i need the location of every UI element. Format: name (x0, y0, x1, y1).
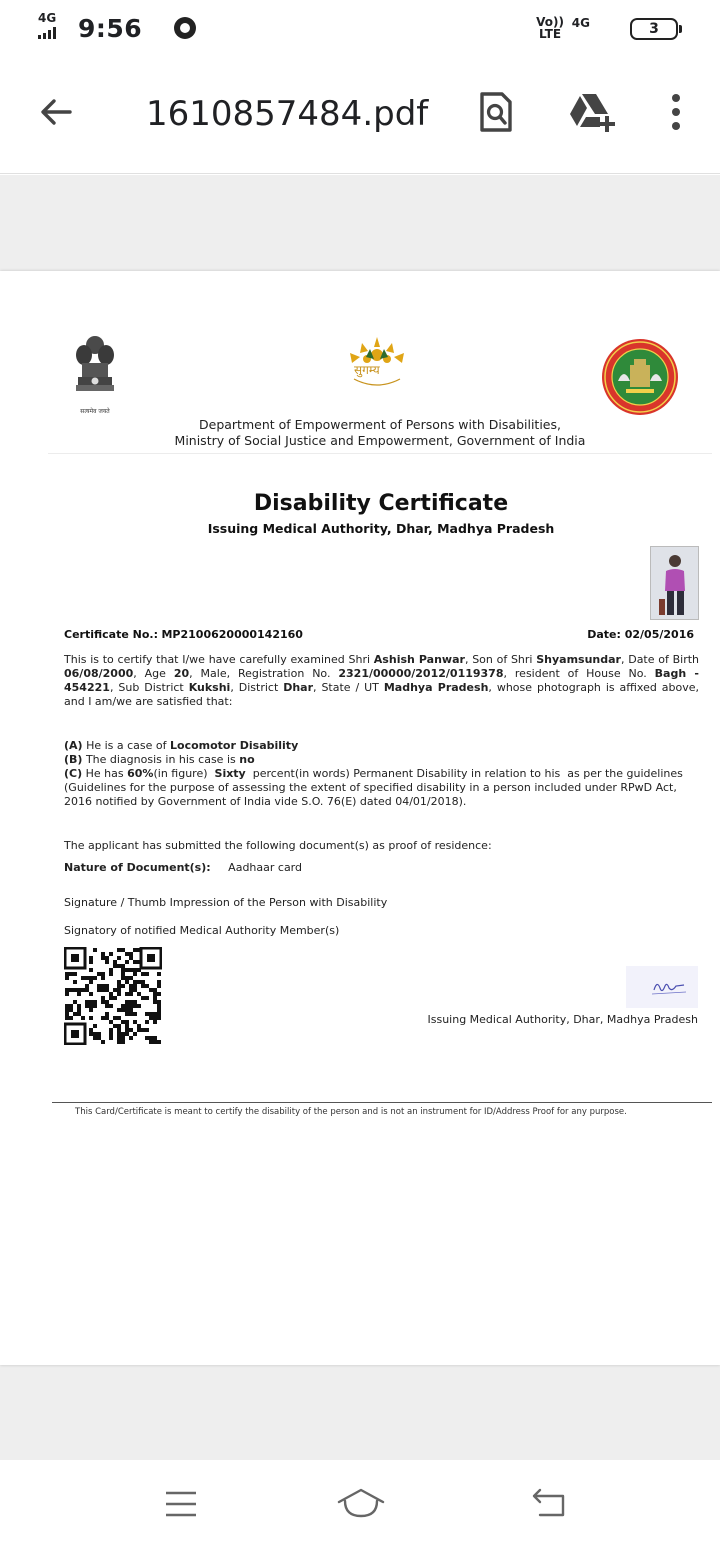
header-divider (48, 453, 712, 454)
qr-module (141, 972, 145, 976)
qr-module (121, 1040, 125, 1044)
authority-signatory-label: Signatory of notified Medical Authority Member(s) (64, 924, 340, 937)
network-type: 4G (38, 11, 57, 25)
qr-module (129, 1008, 133, 1012)
home-icon (336, 1486, 386, 1520)
qr-module (129, 992, 133, 996)
find-in-document-button[interactable] (476, 90, 516, 134)
qr-module (109, 952, 113, 956)
qr-module (125, 952, 129, 956)
qr-module (121, 1020, 125, 1024)
qr-module (65, 1016, 69, 1020)
qr-module (69, 1004, 73, 1008)
qr-module (125, 1004, 129, 1008)
finding-text: (in figure) (153, 767, 215, 780)
para-text: , resident of House No. (503, 667, 655, 680)
qr-module (137, 948, 141, 952)
qr-module (137, 992, 141, 996)
qr-module (77, 1012, 81, 1016)
qr-module (73, 988, 77, 992)
qr-module (73, 1000, 77, 1004)
qr-module (69, 1008, 73, 1012)
qr-module (109, 992, 113, 996)
person-photo-icon (651, 547, 699, 620)
qr-module (109, 1028, 113, 1032)
qr-module (133, 1012, 137, 1016)
document-title: 1610857484.pdf (146, 94, 429, 134)
qr-module (157, 992, 161, 996)
qr-module (93, 1004, 97, 1008)
disclaimer-text: This Card/Certificate is meant to certify the disability of the person and is not an instrument for ID/Address Proof for any purpose. (75, 1107, 627, 1117)
footer-divider (52, 1102, 712, 1103)
qr-module (65, 972, 69, 976)
qr-code (64, 947, 162, 1045)
qr-module (73, 972, 77, 976)
qr-module (109, 1036, 113, 1040)
qr-module (97, 1036, 101, 1040)
para-text: , Male, Registration No. (189, 667, 339, 680)
qr-module (89, 960, 93, 964)
qr-module (125, 1028, 129, 1032)
qr-module (69, 1016, 73, 1020)
qr-module (101, 984, 105, 988)
age: 20 (173, 667, 190, 680)
qr-module (145, 984, 149, 988)
qr-module (93, 948, 97, 952)
recent-apps-button[interactable] (164, 1490, 198, 1518)
doc-nature-value: Aadhaar card (228, 861, 302, 874)
qr-module (89, 976, 93, 980)
qr-module (137, 1024, 141, 1028)
network-type-right: 4G (571, 16, 590, 30)
qr-module (133, 980, 137, 984)
qr-module (117, 1032, 121, 1036)
qr-module (121, 972, 125, 976)
add-to-drive-button[interactable] (566, 90, 618, 134)
qr-module (125, 1012, 129, 1016)
qr-module (129, 1012, 133, 1016)
finding-b (64, 753, 699, 767)
qr-module (137, 980, 141, 984)
qr-module (81, 988, 85, 992)
qr-module (133, 968, 137, 972)
qr-module (137, 960, 141, 964)
qr-module (105, 984, 109, 988)
more-vertical-icon (664, 90, 688, 134)
qr-module (133, 984, 137, 988)
authority-signature-image (626, 966, 698, 1008)
qr-module (77, 988, 81, 992)
finding-label: (B) (64, 753, 83, 766)
qr-module (101, 952, 105, 956)
disability-percent: 60% (127, 767, 154, 780)
qr-module (89, 1028, 93, 1032)
qr-module (89, 956, 93, 960)
certificate-number (64, 628, 303, 641)
qr-module (105, 1012, 109, 1016)
lte-label: LTE (539, 27, 562, 41)
system-navigation-bar (0, 1460, 720, 1544)
qr-module (141, 984, 145, 988)
qr-module (93, 1036, 97, 1040)
qr-module (77, 1008, 81, 1012)
qr-module (93, 1032, 97, 1036)
certificate-subtitle: Issuing Medical Authority, Dhar, Madhya Pradesh (207, 521, 555, 536)
qr-module (101, 1000, 105, 1004)
qr-module (85, 1004, 89, 1008)
guidelines-note: (Guidelines for the purpose of assessing the extent of specified disability in a person included under RPwD Act, 2016 notified by Government of India vide S.O. 76(E) dated 04/01/2018). (64, 781, 677, 808)
disability-percent-words: Sixty (214, 767, 246, 780)
qr-module (113, 988, 117, 992)
qr-module (97, 1032, 101, 1036)
qr-module (129, 968, 133, 972)
applicant-name: Ashish Panwar (373, 653, 465, 666)
qr-module (121, 1004, 125, 1008)
signature-icon (626, 966, 698, 1008)
para-text: , Age (133, 667, 174, 680)
qr-module (113, 1016, 117, 1020)
department-line-2: Ministry of Social Justice and Empowerment, Government of India (174, 433, 586, 448)
qr-module (121, 968, 125, 972)
qr-module (129, 988, 133, 992)
qr-module (105, 956, 109, 960)
qr-module (149, 1036, 153, 1040)
qr-module (117, 992, 121, 996)
person-signature-label: Signature / Thumb Impression of the Person with Disability (64, 896, 388, 909)
qr-module (113, 960, 117, 964)
finding-a (64, 739, 699, 753)
sub-district: Kukshi (188, 681, 231, 694)
qr-module (113, 964, 117, 968)
qr-module (129, 976, 133, 980)
document-search-icon (476, 90, 516, 134)
certificate-date (587, 628, 694, 641)
qr-module (129, 984, 133, 988)
qr-module (117, 1036, 121, 1040)
qr-module (157, 972, 161, 976)
cert-no-value: MP2100620000142160 (161, 628, 303, 641)
qr-module (121, 948, 125, 952)
qr-module (109, 968, 113, 972)
qr-module (133, 1032, 137, 1036)
battery-icon: 3 (630, 18, 678, 40)
qr-module (149, 1040, 153, 1044)
system-back-button[interactable] (530, 1488, 568, 1518)
madhya-pradesh-seal (600, 337, 680, 417)
disability-type: Locomotor Disability (170, 739, 299, 752)
qr-module (121, 1008, 125, 1012)
qr-module (125, 1000, 129, 1004)
qr-module (89, 1000, 93, 1004)
emblem-caption: सत्यमेव जयते (80, 408, 110, 415)
qr-module (109, 1020, 113, 1024)
qr-module (93, 1000, 97, 1004)
qr-module (105, 1016, 109, 1020)
date-of-birth: 06/08/2000 (64, 667, 134, 680)
qr-module (109, 996, 113, 1000)
qr-module (133, 1000, 137, 1004)
issuing-authority-footer: Issuing Medical Authority, Dhar, Madhya Pradesh (427, 1013, 698, 1026)
qr-module (89, 992, 93, 996)
qr-module (125, 1020, 129, 1024)
qr-module (101, 1040, 105, 1044)
qr-module (157, 980, 161, 984)
qr-module (65, 992, 69, 996)
qr-module (117, 1040, 121, 1044)
qr-module (137, 1004, 141, 1008)
qr-module (65, 988, 69, 992)
qr-module (157, 1004, 161, 1008)
qr-module (121, 964, 125, 968)
qr-module (157, 1012, 161, 1016)
father-name: Shyamsundar (536, 653, 621, 666)
qr-module (121, 976, 125, 980)
qr-module (101, 976, 105, 980)
qr-module (149, 1016, 153, 1020)
qr-module (121, 984, 125, 988)
qr-module (153, 1012, 157, 1016)
doc-nature-label: Nature of Document(s): (64, 861, 211, 874)
qr-module (125, 976, 129, 980)
qr-module (157, 1040, 161, 1044)
qr-module (89, 980, 93, 984)
qr-module (145, 1012, 149, 1016)
qr-module (129, 1036, 133, 1040)
qr-module (85, 984, 89, 988)
qr-module (69, 972, 73, 976)
sugamya-text: सुगम्य (354, 363, 380, 377)
qr-module (105, 960, 109, 964)
qr-module (117, 956, 121, 960)
finding-text: The diagnosis in his case is (82, 753, 240, 766)
date-value: 02/05/2016 (624, 628, 694, 641)
volte-indicator (536, 16, 564, 40)
qr-module (149, 988, 153, 992)
qr-module (89, 1004, 93, 1008)
qr-module (125, 968, 129, 972)
status-bar (0, 0, 720, 56)
qr-module (109, 1004, 113, 1008)
qr-module (125, 980, 129, 984)
qr-module (153, 1020, 157, 1024)
qr-module (141, 1028, 145, 1032)
menu-icon (164, 1490, 198, 1518)
qr-module (153, 1040, 157, 1044)
qr-module (109, 1032, 113, 1036)
qr-module (133, 1004, 137, 1008)
qr-module (145, 996, 149, 1000)
para-text: , Date of Birth (620, 653, 700, 666)
qr-module (125, 1008, 129, 1012)
state-seal-icon (600, 337, 680, 417)
chrome-notification-icon (174, 17, 196, 39)
qr-module (97, 972, 101, 976)
qr-module (153, 992, 157, 996)
certification-paragraph (64, 653, 699, 709)
drive-add-icon (566, 90, 618, 134)
qr-module (157, 984, 161, 988)
qr-module (101, 988, 105, 992)
department-line-1: Department of Empowerment of Persons with Disabilities, (199, 417, 561, 432)
back-icon (530, 1488, 568, 1518)
finding-label: (C) (64, 767, 83, 780)
qr-module (105, 1004, 109, 1008)
qr-module (137, 968, 141, 972)
qr-module (133, 988, 137, 992)
qr-module (117, 980, 121, 984)
document-nature (64, 861, 302, 874)
para-text: , Sub District (109, 681, 189, 694)
qr-module (129, 1004, 133, 1008)
qr-module (153, 988, 157, 992)
qr-module (77, 992, 81, 996)
qr-module (121, 1036, 125, 1040)
qr-module (149, 1012, 153, 1016)
qr-module (101, 956, 105, 960)
qr-module (101, 972, 105, 976)
qr-module (129, 952, 133, 956)
signal-strength-icon (38, 27, 56, 39)
qr-module (73, 1012, 77, 1016)
qr-module (89, 968, 93, 972)
qr-module (97, 988, 101, 992)
qr-module (105, 1000, 109, 1004)
para-text: This is to certify that I/we have carefully examined Shri (64, 653, 374, 666)
qr-module (69, 988, 73, 992)
qr-module (113, 1024, 117, 1028)
more-options-button[interactable] (664, 90, 688, 134)
qr-module (117, 964, 121, 968)
qr-module (153, 1000, 157, 1004)
finding-c (64, 767, 699, 781)
diagnosis-value: no (239, 753, 255, 766)
national-emblem-logo (70, 333, 120, 413)
certificate-title: Disability Certificate (253, 491, 509, 516)
qr-module (65, 976, 69, 980)
pdf-page (0, 271, 720, 1365)
qr-module (133, 972, 137, 976)
qr-module (133, 1020, 137, 1024)
finding-text: He has (82, 767, 128, 780)
qr-module (117, 984, 121, 988)
qr-module (145, 1036, 149, 1040)
qr-module (145, 1028, 149, 1032)
qr-module (97, 984, 101, 988)
qr-module (65, 1004, 69, 1008)
qr-module (117, 948, 121, 952)
qr-module (117, 1024, 121, 1028)
sugamya-bharat-logo (340, 333, 414, 395)
lion-capital-icon (70, 333, 120, 403)
qr-module (89, 1032, 93, 1036)
qr-module (105, 988, 109, 992)
para-text: , whose photograph is affixed above, and I am/we are satisfied that: (64, 681, 700, 708)
qr-module (157, 1008, 161, 1012)
volte-label: Vo)) (536, 15, 564, 29)
qr-module (65, 1008, 69, 1012)
qr-module (85, 976, 89, 980)
qr-module (129, 1000, 133, 1004)
finding-label: (A) (64, 739, 83, 752)
qr-module (125, 1024, 129, 1028)
app-toolbar (0, 56, 720, 174)
qr-module (137, 1028, 141, 1032)
qr-module (77, 1004, 81, 1008)
qr-module (133, 948, 137, 952)
state: Madhya Pradesh (383, 681, 489, 694)
qr-module (85, 1000, 89, 1004)
qr-module (89, 1008, 93, 1012)
para-text: , Son of Shri (464, 653, 537, 666)
qr-module (93, 1024, 97, 1028)
qr-code-icon (64, 947, 162, 1045)
pdf-viewer[interactable] (0, 175, 720, 1460)
qr-module (157, 1016, 161, 1020)
qr-module (117, 1028, 121, 1032)
applicant-photo (650, 546, 699, 620)
qr-module (93, 976, 97, 980)
qr-module (141, 980, 145, 984)
qr-module (125, 960, 129, 964)
qr-module (145, 1020, 149, 1024)
qr-module (157, 1000, 161, 1004)
qr-module (117, 1008, 121, 1012)
registration-number: 2321/00000/2012/0119378 (338, 667, 504, 680)
home-button[interactable] (336, 1486, 386, 1520)
qr-module (145, 972, 149, 976)
findings-list (64, 739, 699, 809)
district: Dhar (283, 681, 314, 694)
qr-module (121, 1032, 125, 1036)
qr-module (81, 1016, 85, 1020)
qr-module (117, 988, 121, 992)
para-text: , State / UT (313, 681, 384, 694)
qr-module (81, 976, 85, 980)
house-number: Bagh - 454221 (64, 667, 699, 694)
qr-module (117, 1016, 121, 1020)
qr-module (129, 956, 133, 960)
department-heading (0, 417, 720, 449)
qr-module (133, 960, 137, 964)
qr-module (129, 1028, 133, 1032)
back-button[interactable] (36, 92, 76, 132)
qr-module (153, 1016, 157, 1020)
residence-proof-text: The applicant has submitted the following document(s) as proof of residence: (64, 839, 492, 852)
qr-module (113, 996, 117, 1000)
qr-module (101, 996, 105, 1000)
qr-module (141, 996, 145, 1000)
finding-text: percent(in words) Permanent Disability in relation to his as per the guidelines (245, 767, 683, 780)
qr-module (85, 988, 89, 992)
date-label: Date: (587, 628, 621, 641)
qr-module (125, 1032, 129, 1036)
finding-text: He is a case of (82, 739, 171, 752)
para-text: , District (230, 681, 284, 694)
qr-module (73, 980, 77, 984)
qr-module (153, 996, 157, 1000)
cert-no-label: Certificate No.: (64, 628, 158, 641)
qr-module (109, 972, 113, 976)
qr-module (125, 992, 129, 996)
qr-module (101, 1016, 105, 1020)
qr-module (65, 1012, 69, 1016)
qr-module (153, 1036, 157, 1040)
status-time: 9:56 (78, 14, 143, 43)
back-arrow-icon (36, 92, 76, 132)
qr-module (89, 1016, 93, 1020)
